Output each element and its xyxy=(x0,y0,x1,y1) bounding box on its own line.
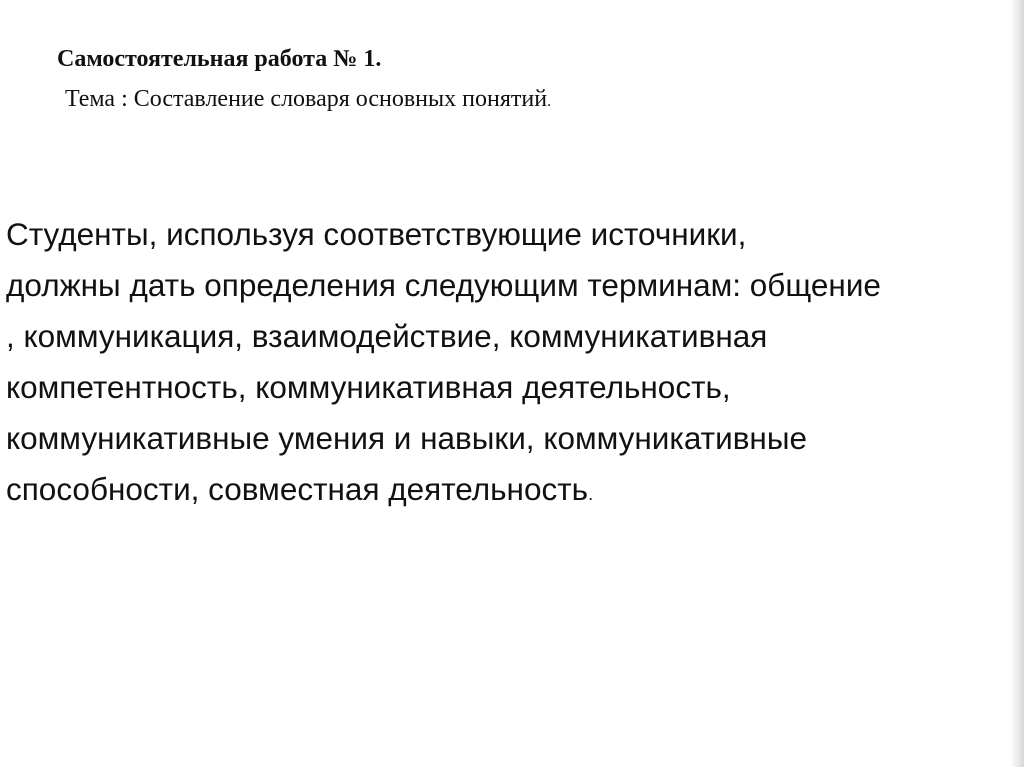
slide-title: Самостоятельная работа № 1. xyxy=(57,46,382,72)
assignment-line: коммуникативные умения и навыки, коммуникативные xyxy=(6,420,807,456)
assignment-line-text: способности, совместная деятельность xyxy=(6,471,589,507)
assignment-line: компетентность, коммуникативная деятельность, xyxy=(6,369,731,405)
assignment-line: должны дать определения следующим терминам: общение xyxy=(6,267,881,303)
assignment-line: , коммуникация, взаимодействие, коммуникативная xyxy=(6,318,768,354)
topic-period: . xyxy=(547,93,552,110)
assignment-period: . xyxy=(588,484,594,504)
edge-shadow xyxy=(1010,0,1024,767)
topic-text: Тема : Составление словаря основных понятий xyxy=(65,86,548,112)
assignment-text xyxy=(6,209,1010,520)
assignment-line: Студенты, используя соответствующие источники, xyxy=(6,216,747,252)
slide-topic xyxy=(65,83,551,118)
assignment-line-last xyxy=(6,464,1010,520)
